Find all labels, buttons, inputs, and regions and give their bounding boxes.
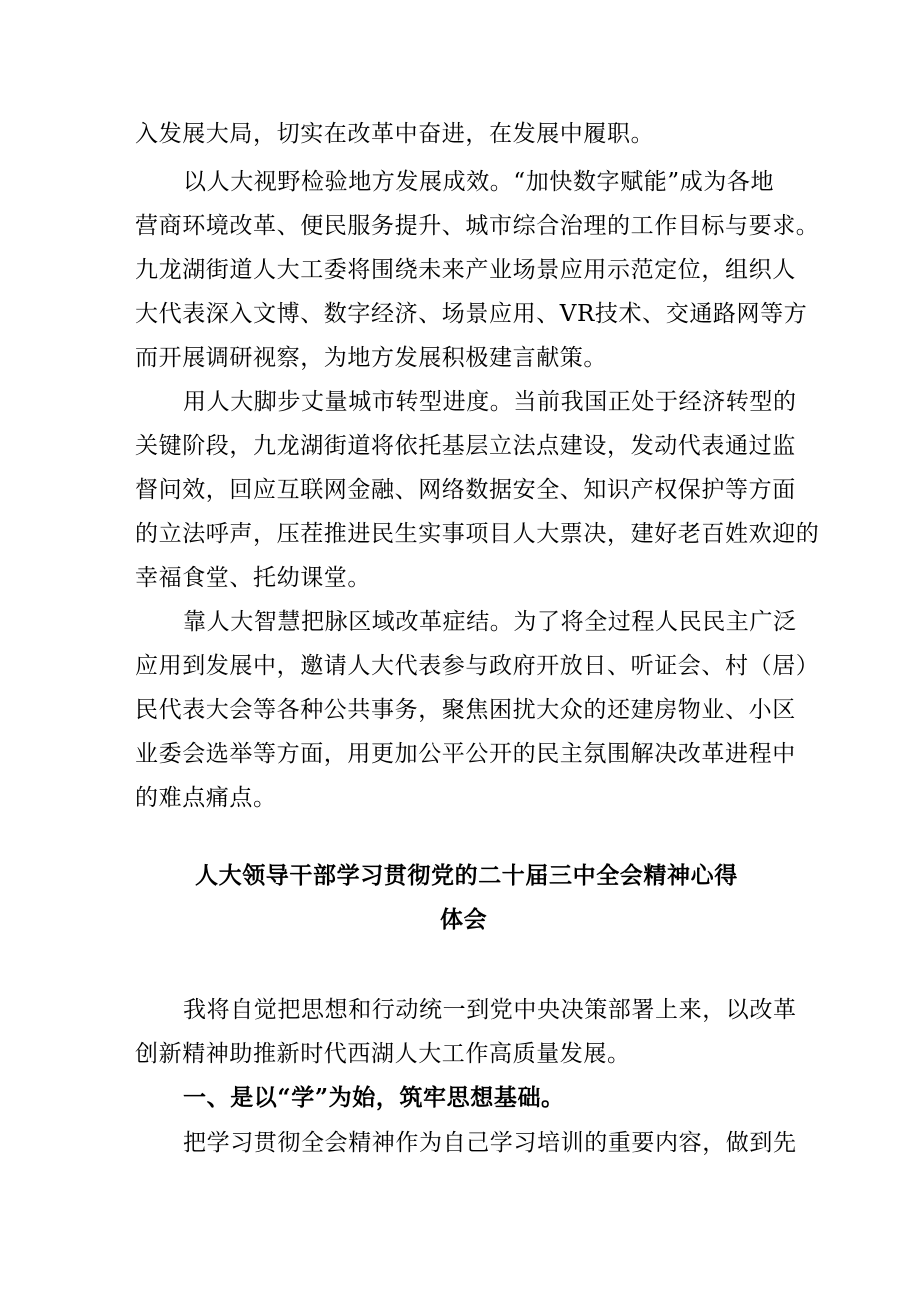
paragraph-line: 民代表大会等各种公共事务，聚焦困扰大众的还建房物业、小区: [135, 697, 796, 723]
paragraph-line: 应用到发展中，邀请人大代表参与政府开放日、听证会、村（居）: [135, 653, 820, 679]
paragraph-line: 九龙湖街道人大工委将围绕未来产业场景应用示范定位，组织人: [135, 257, 796, 283]
paragraph-line: 而开展调研视察，为地方发展积极建言献策。: [135, 345, 607, 371]
paragraph-line: 大代表深入文博、数字经济、场景应用、VR技术、交通路网等方: [135, 301, 808, 327]
paragraph-line: 的立法呼声，压茬推进民生实事项目人大票决，建好老百姓欢迎的: [135, 521, 820, 547]
article-title: 人大领导干部学习贯彻党的二十届三中全会精神心得: [195, 862, 738, 889]
paragraph-line: 业委会选举等方面，用更加公平公开的民主氛围解决改革进程中: [135, 741, 796, 767]
paragraph-line: 营商环境改革、便民服务提升、城市综合治理的工作目标与要求。: [135, 213, 820, 239]
paragraph-line: 创新精神助推新时代西湖人大工作高质量发展。: [135, 1041, 631, 1067]
paragraph-line: 以人大视野检验地方发展成效。“加快数字赋能”成为各地: [183, 169, 775, 195]
paragraph-line: 关键阶段，九龙湖街道将依托基层立法点建设，发动代表通过监: [135, 433, 796, 459]
paragraph-line: 督问效，回应互联网金融、网络数据安全、知识产权保护等方面: [135, 477, 796, 503]
paragraph-line: 靠人大智慧把脉区域改革症结。为了将全过程人民民主广泛: [183, 609, 797, 635]
paragraph-line: 入发展大局，切实在改革中奋进，在发展中履职。: [135, 121, 655, 147]
paragraph-line: 幸福食堂、托幼课堂。: [135, 565, 371, 591]
paragraph-line: 把学习贯彻全会精神作为自己学习培训的重要内容，做到先: [183, 1130, 797, 1156]
paragraph-line: 我将自觉把思想和行动统一到党中央决策部署上来，以改革: [183, 997, 797, 1023]
paragraph-line: 用人大脚步丈量城市转型进度。当前我国正处于经济转型的: [183, 389, 797, 415]
section-heading: 一、是以“学”为始，筑牢思想基础。: [183, 1084, 565, 1111]
paragraph-line: 的难点痛点。: [135, 785, 277, 811]
article-title-continued: 体会: [440, 906, 488, 933]
